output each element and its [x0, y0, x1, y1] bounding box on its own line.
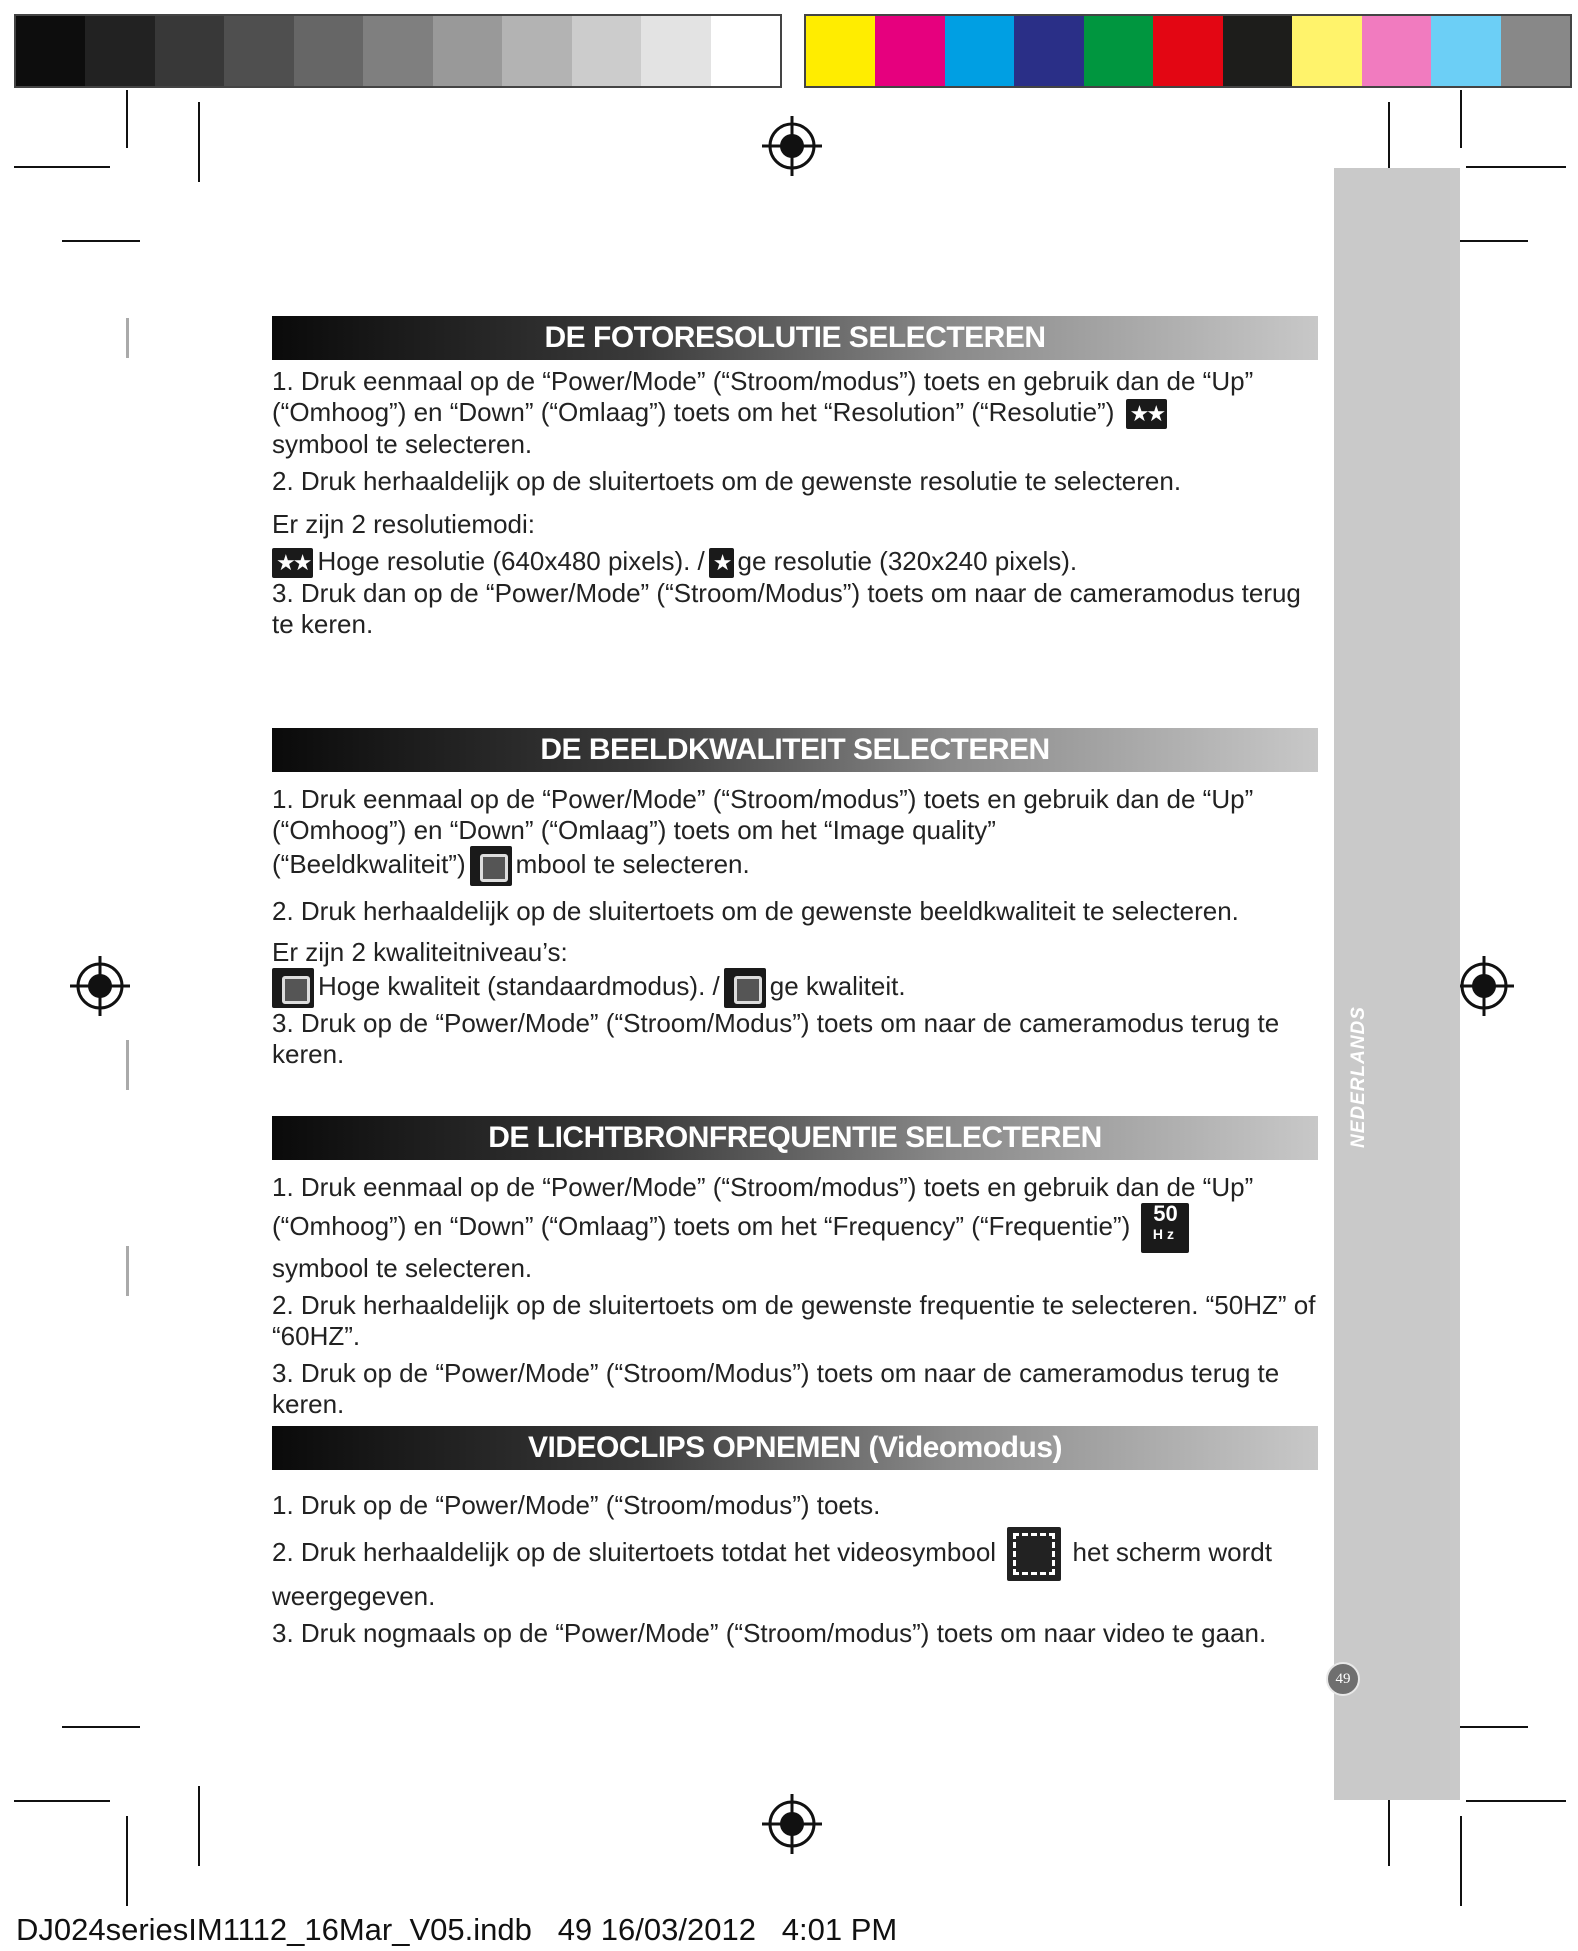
- body-text: Hoge kwaliteit (standaardmodus). /: [318, 970, 720, 1001]
- body-text: symbool te selecteren.: [272, 429, 533, 460]
- crop-mark: [126, 90, 128, 148]
- page-number: 49: [1326, 1662, 1360, 1696]
- body-text: Hoge resolutie (640x480 pixels). /: [317, 546, 705, 577]
- body-text: Er zijn 2 kwaliteitniveau’s:: [272, 937, 568, 967]
- gray-swatch: [711, 16, 780, 86]
- low-resolution-icon: ★: [709, 548, 734, 578]
- color-swatch: [875, 16, 944, 86]
- body-text: het scherm wordt weergegeven.: [272, 1536, 1272, 1611]
- slug-time: 4:01 PM: [781, 1912, 898, 1947]
- body-text: (“Beeldkwaliteit”): [272, 848, 466, 879]
- image-quality-icon: [470, 846, 512, 886]
- low-quality-icon: [724, 968, 766, 1008]
- crop-mark: [126, 318, 129, 358]
- color-swatch: [1014, 16, 1083, 86]
- registration-mark-icon: [70, 956, 130, 1016]
- section-heading: DE FOTORESOLUTIE SELECTEREN: [272, 316, 1318, 360]
- language-label: NEDERLANDS: [1348, 1006, 1369, 1148]
- body-text: 2. Druk herhaaldelijk op de sluitertoets om de gewenste beeldkwaliteit te selecteren.: [272, 896, 1239, 926]
- crop-mark: [62, 240, 140, 242]
- gray-swatch: [294, 16, 363, 86]
- registration-mark-icon: [762, 116, 822, 176]
- video-icon: [1007, 1527, 1061, 1581]
- section-body: [272, 1172, 1318, 1426]
- slug-file: DJ024seriesIM1112_16Mar_V05.indb: [16, 1912, 532, 1947]
- gray-swatch: [16, 16, 85, 86]
- color-swatch: [1292, 16, 1361, 86]
- registration-mark-icon: [762, 1794, 822, 1854]
- gray-swatch: [363, 16, 432, 86]
- color-swatch: [1362, 16, 1431, 86]
- body-text: symbool te selecteren.: [272, 1253, 533, 1283]
- color-calibration-bar: [804, 14, 1572, 88]
- resolution-icon: ★★: [1126, 399, 1167, 429]
- gray-swatch: [155, 16, 224, 86]
- section-heading: DE BEELDKWALITEIT SELECTEREN: [272, 728, 1318, 772]
- slug-date: 16/03/2012: [600, 1912, 756, 1947]
- color-swatch: [1223, 16, 1292, 86]
- gray-swatch: [641, 16, 710, 86]
- crop-mark: [1460, 1816, 1462, 1906]
- body-text: 3. Druk op de “Power/Mode” (“Stroom/Modus”) toets om naar de cameramodus terug te keren.: [272, 1008, 1280, 1069]
- color-swatch: [806, 16, 875, 86]
- frequency-icon: 50 Hz: [1141, 1203, 1189, 1253]
- crop-mark: [1460, 90, 1462, 148]
- section-body: [272, 1490, 1318, 1655]
- color-swatch: [1431, 16, 1500, 86]
- gray-swatch: [502, 16, 571, 86]
- crop-mark: [62, 1726, 140, 1728]
- section-heading: DE LICHTBRONFREQUENTIE SELECTEREN: [272, 1116, 1318, 1160]
- section-body: [272, 366, 1318, 646]
- registration-mark-icon: [1454, 956, 1514, 1016]
- body-text: 3. Druk op de “Power/Mode” (“Stroom/Modus”) toets om naar de cameramodus terug te keren.: [272, 1358, 1280, 1419]
- gray-swatch: [85, 16, 154, 86]
- body-text: mbool te selecteren.: [515, 848, 750, 879]
- color-swatch: [945, 16, 1014, 86]
- color-swatch: [1501, 16, 1570, 86]
- body-text: 1. Druk eenmaal op de “Power/Mode” (“Stroom/modus”) toets en gebruik dan de “Up” (“Omhoog”) en “Down” (“Omlaag”) toets om het “Frequency” (“Frequentie”): [272, 1172, 1254, 1241]
- crop-mark: [198, 1786, 200, 1866]
- body-text: 2. Druk herhaaldelijk op de sluitertoets totdat het videosymbool: [272, 1536, 997, 1567]
- color-swatch: [1153, 16, 1222, 86]
- high-quality-icon: [272, 968, 314, 1008]
- body-text: ge kwaliteit.: [769, 970, 906, 1001]
- body-text: Er zijn 2 resolutiemodi:: [272, 509, 535, 540]
- gray-swatch: [433, 16, 502, 86]
- section-heading: VIDEOCLIPS OPNEMEN (Videomodus): [272, 1426, 1318, 1470]
- body-text: 3. Druk nogmaals op de “Power/Mode” (“Stroom/modus”) toets om naar video te gaan.: [272, 1618, 1267, 1648]
- crop-mark: [126, 1246, 129, 1296]
- section-body: [272, 784, 1318, 1076]
- body-text: 3. Druk dan op de “Power/Mode” (“Stroom/Modus”) toets om naar de cameramodus terug te keren.: [272, 578, 1301, 640]
- print-slug: [16, 1912, 897, 1948]
- crop-mark: [14, 166, 110, 168]
- grayscale-calibration-bar: [14, 14, 782, 88]
- crop-mark: [126, 1816, 128, 1906]
- body-text: 1. Druk eenmaal op de “Power/Mode” (“Stroom/modus”) toets en gebruik dan de “Up” (“Omhoog”) en “Down” (“Omlaag”) toets om het “Image quality”: [272, 784, 1254, 845]
- gray-swatch: [224, 16, 293, 86]
- body-text: 1. Druk eenmaal op de “Power/Mode” (“Stroom/modus”) toets en gebruik dan de “Up” (“Omhoog”) en “Down” (“Omlaag”) toets om het “Resolution” (“Resolutie”): [272, 366, 1254, 427]
- crop-mark: [1466, 166, 1566, 168]
- body-text: 2. Druk herhaaldelijk op de sluitertoets om de gewenste resolutie te selecteren.: [272, 466, 1182, 497]
- crop-mark: [126, 1040, 129, 1090]
- language-side-tab: [1334, 168, 1460, 1800]
- crop-mark: [198, 102, 200, 182]
- body-text: 1. Druk op de “Power/Mode” (“Stroom/modus”) toets.: [272, 1490, 881, 1520]
- crop-mark: [1466, 1800, 1566, 1802]
- slug-page: 49: [557, 1912, 593, 1947]
- gray-swatch: [572, 16, 641, 86]
- body-text: ge resolutie (320x240 pixels).: [737, 546, 1078, 577]
- crop-mark: [14, 1800, 110, 1802]
- high-resolution-icon: ★★: [272, 548, 313, 578]
- body-text: 2. Druk herhaaldelijk op de sluitertoets om de gewenste frequentie te selecteren. “50HZ” of “60HZ”.: [272, 1290, 1316, 1351]
- color-swatch: [1084, 16, 1153, 86]
